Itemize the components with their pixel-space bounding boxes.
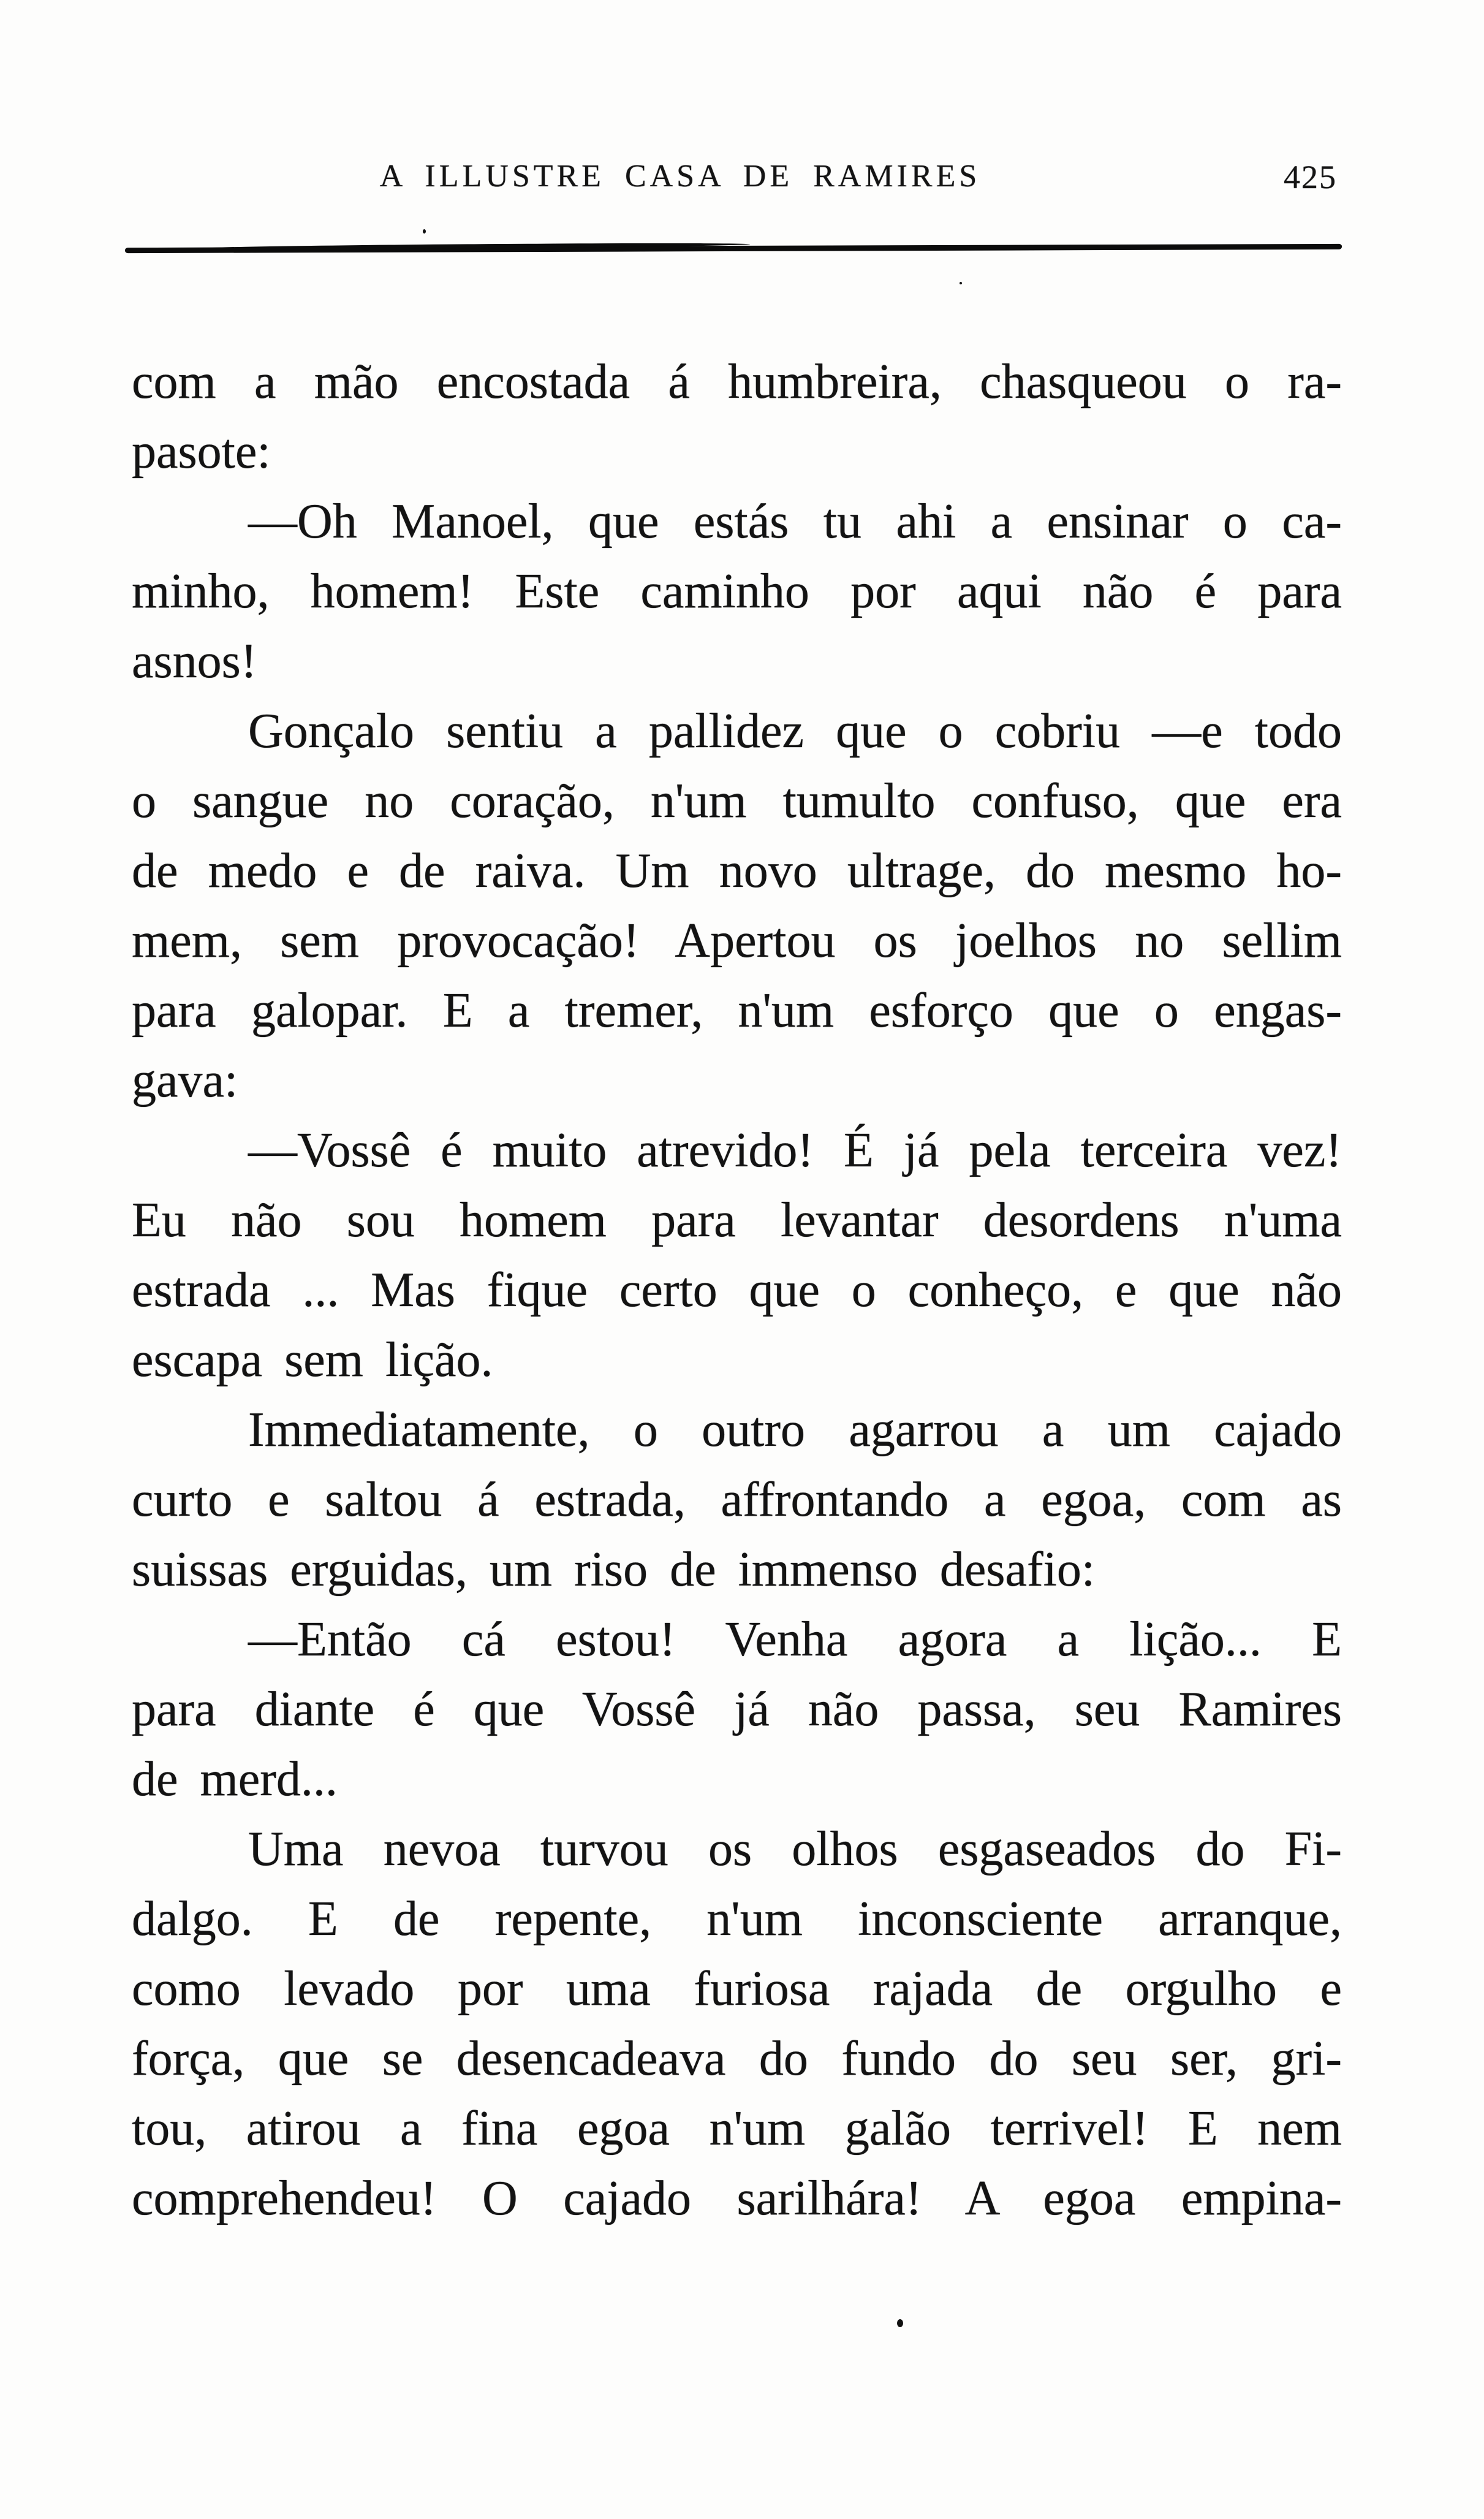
text-line: comprehendeu! O cajado sarilhára! A egoa empina- — [132, 2171, 1342, 2225]
text-line: minho, homem! Este caminho por aqui não é para — [132, 564, 1342, 618]
text-line: gava: — [132, 1054, 238, 1108]
text-line: para diante é que Vossê já não passa, seu Ramires — [132, 1682, 1342, 1736]
text-line: de merd... — [132, 1752, 338, 1806]
text-line: Uma nevoa turvou os olhos esgaseados do Fi- — [248, 1822, 1342, 1876]
text-line: —Vossê é muito atrevido! É já pela terceira vez! — [248, 1123, 1342, 1177]
page-number: 425 — [1284, 159, 1337, 196]
text-line: de medo e de raiva. Um novo ultrage, do mesmo ho- — [132, 844, 1342, 898]
header-divider-rule — [125, 244, 1342, 253]
text-line: estrada ... Mas fique certo que o conheço, e que não — [132, 1263, 1342, 1317]
text-line: Immediatamente, o outro agarrou a um cajado — [248, 1403, 1342, 1457]
text-line: escapa sem lição. — [132, 1333, 493, 1387]
running-title: A ILLUSTRE CASA DE RAMIRES — [379, 159, 981, 194]
text-line: para galopar. E a tremer, n'um esforço que o engas- — [132, 984, 1342, 1038]
text-line: suissas erguidas, um riso de immenso desafio: — [132, 1543, 1096, 1597]
text-line: tou, atirou a fina egoa n'um galão terrivel! E nem — [132, 2102, 1342, 2156]
ink-speck — [897, 2319, 903, 2327]
text-line: —Oh Manoel, que estás tu ahi a ensinar o ca- — [248, 495, 1342, 549]
text-line: Eu não sou homem para levantar desordens n'uma — [132, 1193, 1342, 1247]
text-line: —Então cá estou! Venha agora a lição... E — [248, 1613, 1342, 1666]
text-line: dalgo. E de repente, n'um inconsciente arranque, — [132, 1892, 1342, 1946]
text-line: força, que se desencadeava do fundo do seu ser, gri- — [132, 2032, 1342, 2086]
text-line: asnos! — [132, 634, 257, 688]
text-line: o sangue no coração, n'um tumulto confuso, que era — [132, 774, 1342, 828]
text-line: como levado por uma furiosa rajada de orgulho e — [132, 1962, 1342, 2016]
text-line: com a mão encostada á humbreira, chasqueou o ra- — [132, 355, 1342, 409]
ink-speck — [423, 229, 426, 234]
page-body — [132, 347, 1342, 2233]
text-line: curto e saltou á estrada, affrontando a egoa, com as — [132, 1473, 1342, 1527]
text-line: pasote: — [132, 425, 271, 479]
ink-speck — [960, 282, 962, 284]
text-line: mem, sem provocação! Apertou os joelhos no sellim — [132, 914, 1342, 968]
text-line: Gonçalo sentiu a pallidez que o cobriu —e todo — [248, 704, 1342, 758]
